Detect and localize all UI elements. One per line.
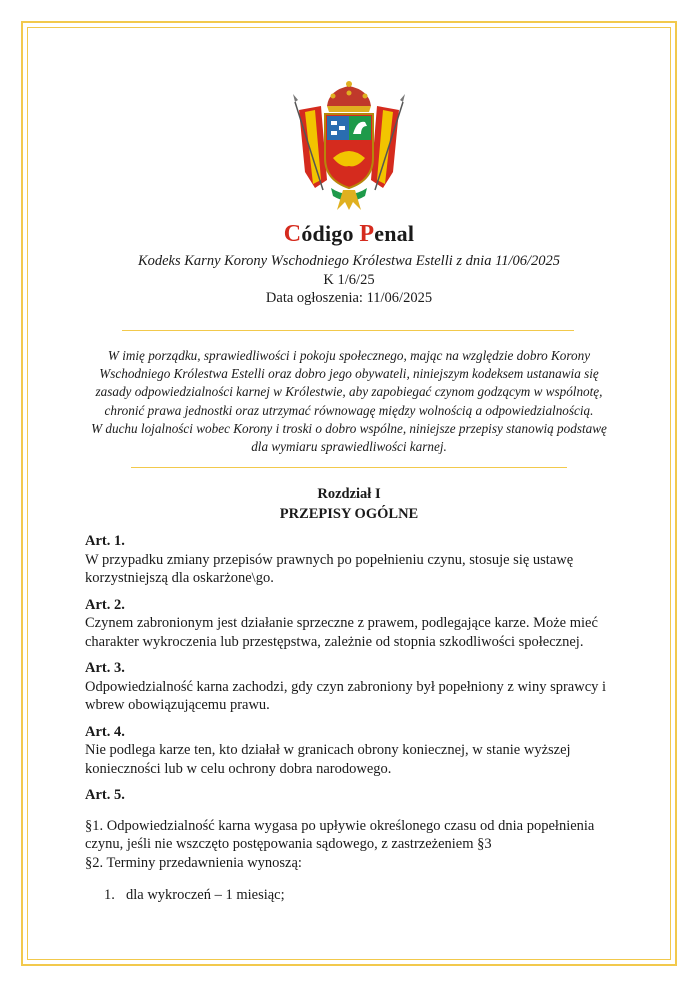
article-section-2: §2. Terminy przedawnienia wynoszą: xyxy=(85,854,302,871)
article-text: W przypadku zmiany przepisów prawnych po popełnieniu czynu, stosuje się ustawę korzystniejszą dla oskarżone\go. xyxy=(85,551,574,586)
document-reference: K 1/6/25 xyxy=(323,272,375,288)
article-2 xyxy=(85,596,625,652)
article-text: Odpowiedzialność karna zachodzi, gdy czyn zabroniony był popełniony z winy sprawcy i wbrew obowiązującemu prawu. xyxy=(85,678,607,713)
title-word-2: enal xyxy=(374,221,415,246)
chapter-name: PRZEPISY OGÓLNE xyxy=(279,506,419,522)
article-3 xyxy=(85,659,625,715)
title-initial-p: P xyxy=(359,221,375,247)
document-subtitle: Kodeks Karny Korony Wschodniego Królestwa Estelli z dnia 11/06/2025 xyxy=(137,253,561,269)
coat-of-arms-emblem xyxy=(285,80,413,212)
article-text: Nie podlega karze ten, kto działał w granicach obrony koniecznej, w stanie wyższej konieczności lub w celu ochrony dobra narodowego. xyxy=(85,742,571,777)
preamble-paragraph-1: W imię porządku, sprawiedliwości i pokoju społecznego, mając na względzie dobro Korony Wschodniego Królestwa Estelli oraz dobro jego obywateli, niniejszym kodeksem ustanawia się zasady odpowiedzialności karnej w Królestwie, aby zapobiegać czynom godzącym w wspólnotę, chronić prawa jednostki oraz utrzymać równowagę między wolnością a odpowiedzialnością. xyxy=(95,348,603,418)
preamble xyxy=(90,347,608,456)
list-item xyxy=(104,886,625,905)
preamble-paragraph-2: W duchu lojalności wobec Korony i troski o dobro wspólne, niniejsze przepisy stanowią podstawę dla wymiaru sprawiedliwości karnej. xyxy=(91,420,607,455)
list-item-number: 1. xyxy=(104,887,115,903)
chapter-heading xyxy=(0,484,698,524)
article-heading: Art. 3. xyxy=(85,660,125,676)
article-4 xyxy=(85,723,625,779)
numbered-list xyxy=(85,886,625,905)
divider-top xyxy=(122,330,574,331)
article-5 xyxy=(85,786,625,905)
article-heading: Art. 1. xyxy=(85,533,125,549)
document-title xyxy=(0,221,698,248)
article-heading: Art. 4. xyxy=(85,723,125,740)
divider-bottom xyxy=(131,467,567,468)
article-heading: Art. 5. xyxy=(85,787,125,803)
list-item-text: dla wykroczeń – 1 miesiąc; xyxy=(126,887,285,903)
articles xyxy=(85,532,625,905)
title-word-1: ódigo xyxy=(301,221,354,246)
chapter-number: Rozdział I xyxy=(317,486,381,502)
article-section-1: §1. Odpowiedzialność karna wygasa po upływie określonego czasu od dnia popełnienia czynu, jeśli nie wszczęto postępowania sądowego, z zastrzeżeniem §3 xyxy=(85,817,595,852)
title-initial-c: C xyxy=(283,221,302,247)
article-heading: Art. 2. xyxy=(85,596,125,613)
article-text: Czynem zabronionym jest działanie sprzeczne z prawem, podlegające karze. Może mieć charakter wykroczenia lub przestępstwa, zależnie od stopnia szkodliwości społecznej. xyxy=(85,615,598,650)
article-1 xyxy=(85,532,625,588)
announcement-date: Data ogłoszenia: 11/06/2025 xyxy=(265,290,433,306)
